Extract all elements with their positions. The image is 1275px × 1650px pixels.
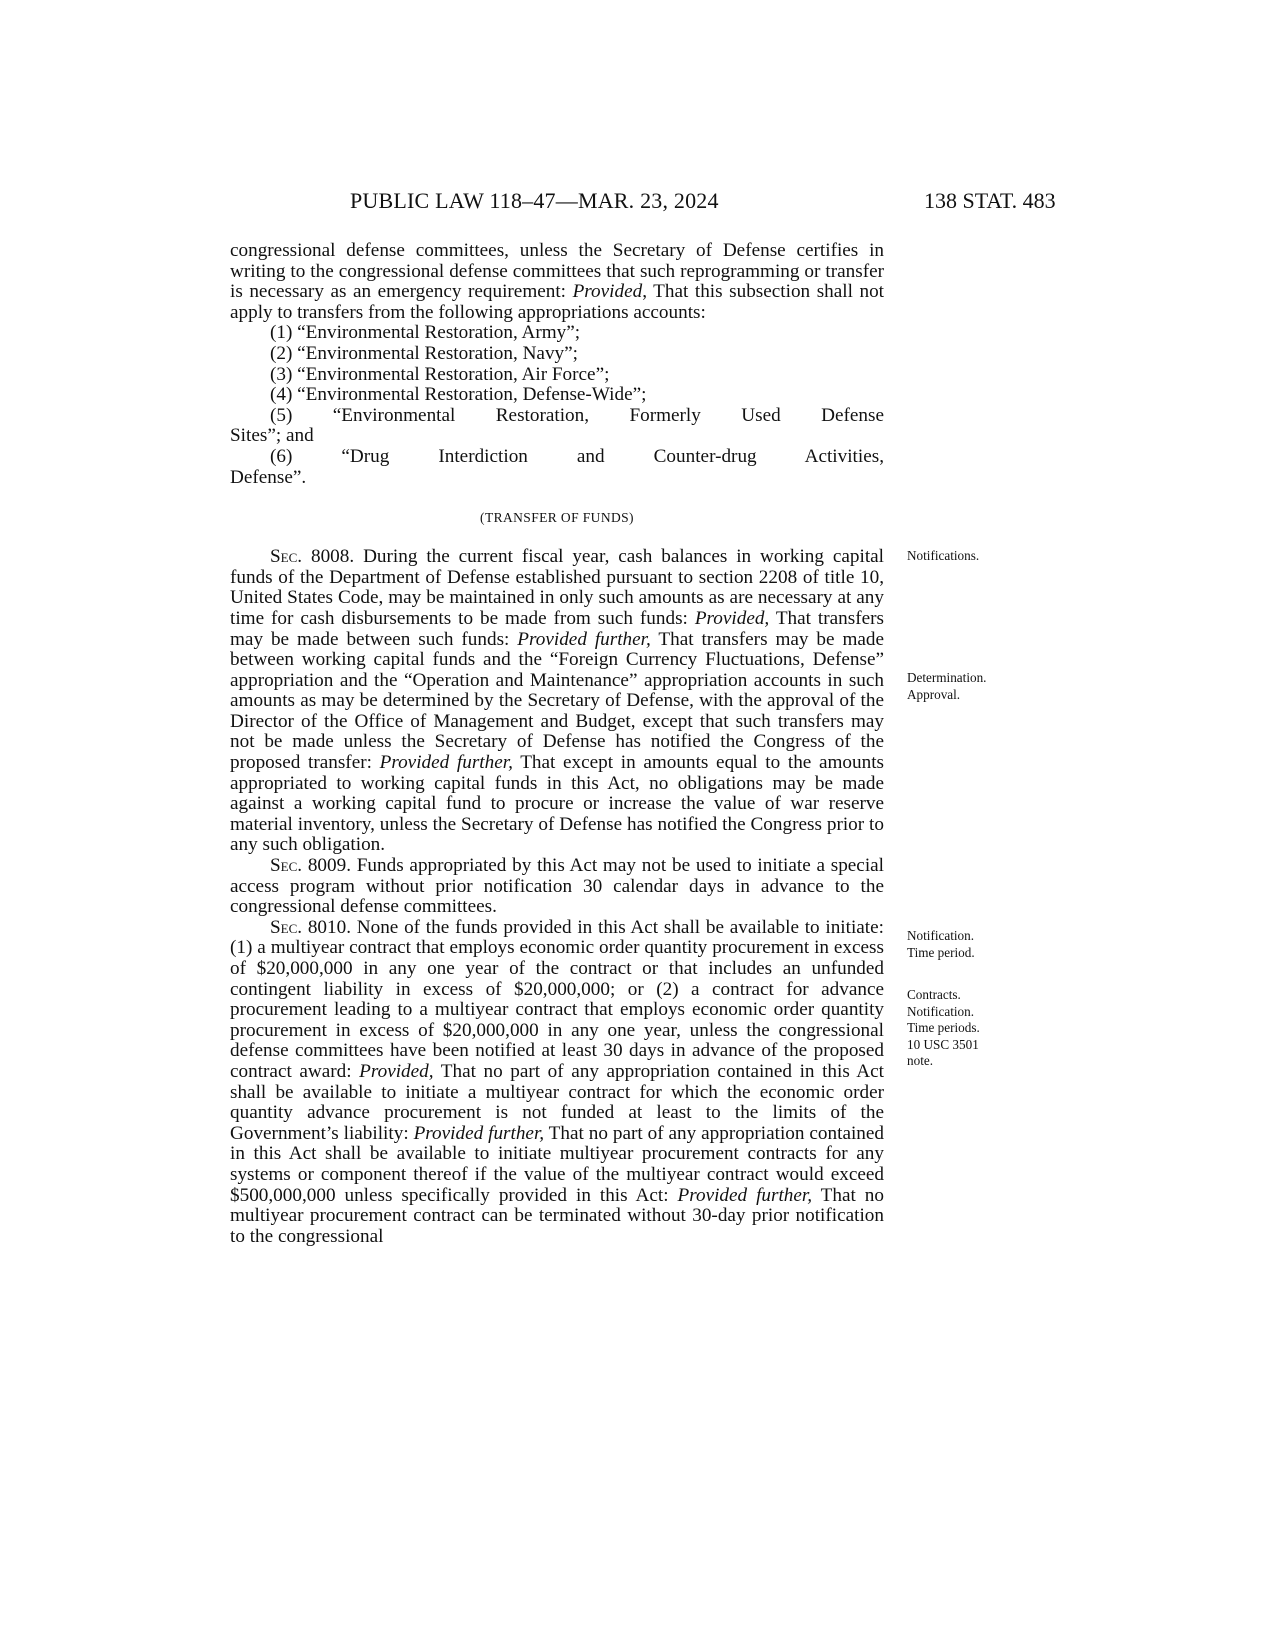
sec-label: Sec.	[270, 916, 303, 938]
account-item-4: (4) “Environmental Restoration, Defense-Wide”;	[270, 384, 647, 406]
sec-label: Sec.	[270, 855, 303, 877]
margin-note-line: Time periods.	[907, 1020, 980, 1035]
margin-note-line: 10 USC 3501	[907, 1036, 979, 1052]
sec-text: That except in amounts equal to the amounts appropriated to working capital funds in this Act, no obligations may be made against a working capital fund to procure or increase the value of war reserve material inventory, unless the Secretary of Defense has notified the Congress prior to any such obligation.	[230, 752, 884, 856]
margin-note-line: Contracts.	[907, 987, 961, 1002]
account-item-5-line2: Sites”; and	[230, 425, 314, 447]
body-text	[230, 241, 884, 1247]
account-item-6-line2: Defense”.	[230, 466, 307, 488]
sec-text: Funds appropriated by this Act may not be used to initiate a special access program without prior notification 30 calendar days in advance to the congressional defense committees.	[230, 855, 884, 918]
account-item-3: (3) “Environmental Restoration, Air Force”;	[270, 363, 610, 385]
margin-note-line: Notification.	[907, 1003, 975, 1019]
running-header-title: PUBLIC LAW 118–47—MAR. 23, 2024	[350, 188, 719, 213]
provided-italic: Provided further,	[413, 1122, 545, 1144]
provided-italic: Provided	[572, 281, 643, 303]
page-stat-number: 138 STAT. 483	[924, 188, 1056, 213]
sec-text: That no part of any appropriation contained in this Act shall be available to initiate a multiyear contract for which the economic order quantity advance procurement is not funded at least to the limits of the Government’s liability:	[230, 1060, 885, 1144]
sec-number: 8009.	[302, 855, 352, 877]
carryover-paragraph	[230, 241, 884, 323]
provided-italic: Provided further,	[517, 628, 651, 650]
section-8008	[230, 547, 884, 856]
account-item-2: (2) “Environmental Restoration, Navy”;	[270, 342, 578, 364]
section-8009	[230, 856, 884, 918]
sec-number: 8008.	[302, 546, 355, 568]
margin-note-line: Approval.	[907, 686, 961, 702]
sec-label: Sec.	[270, 546, 303, 568]
sec-text: That transfers may be made between working capital funds and the “Foreign Currency Fluctuations, Defense” appropriation and the “Operation and Maintenance” appropriation accounts in such amounts as may be determined by the Secretary of Defense, with the approval of the Director of the Office of Management and Budget, except that such transfers may not be made unless the Secretary of Defense has notified the Congress of the proposed transfer:	[230, 628, 884, 774]
sec-text: That no multiyear procurement contract can be terminated without 30-day prior notification to the congressional	[230, 1184, 884, 1247]
account-item-1: (1) “Environmental Restoration, Army”;	[270, 322, 581, 344]
provided-italic: Provided,	[359, 1060, 434, 1082]
carryover-text-cont: , That this subsection shall not apply to transfers from the following appropriations accounts:	[230, 281, 884, 323]
margin-note-notification-time	[907, 928, 1047, 961]
margin-note-contracts	[907, 987, 1047, 1070]
provided-italic: Provided,	[694, 607, 770, 629]
margin-note-line: note.	[907, 1053, 934, 1068]
margin-note-line: Determination.	[907, 670, 987, 685]
sec-text: That transfers may be made between such funds:	[230, 607, 884, 650]
margin-note-notifications	[907, 548, 1047, 565]
margin-note-line: Notifications.	[907, 548, 980, 563]
account-item-6-line1: (6) “Drug Interdiction and Counter-drug Activities,	[270, 445, 884, 467]
sec-text: During the current fiscal year, cash balances in working capital funds of the Department of Defense established pursuant to section 2208 of title 10, United States Code, may be maintained in only such amounts as are necessary at any time for cash disbursements to be made from such funds:	[230, 546, 885, 629]
sec-text: That no part of any appropriation contained in this Act shall be available to initiate multiyear procurement contracts for any systems or component thereof if the value of the multiyear contract would exceed $500,000,000 unless specifically provided in this Act:	[230, 1122, 884, 1206]
provided-italic: Provided further,	[379, 752, 513, 774]
account-item-5-line1: (5) “Environmental Restoration, Formerly Used Defense	[270, 404, 884, 426]
sec-text: None of the funds provided in this Act shall be available to initiate: (1) a multiyear contract that employs economic order quantity procurement in excess of $20,000,000 in any one year of the contract or that includes an unfunded contingent liability in excess of $20,000,000; or (2) a contract for advance procurement leading to a multiyear contract that employs economic order quantity procurement in excess of $20,000,000 in any one year, unless the congressional defense committees have been notified at least 30 days in advance of the proposed contract award:	[230, 916, 884, 1082]
section-8010	[230, 918, 884, 1248]
margin-note-line: Time period.	[907, 944, 975, 960]
carryover-text: congressional defense committees, unless the Secretary of Defense certifies in writing to the congressional defense committees that such reprogramming or transfer is necessary as an emergency requirement:	[230, 240, 884, 303]
section-heading: (TRANSFER OF FUNDS)	[480, 510, 634, 526]
provided-italic: Provided further,	[677, 1184, 813, 1206]
margin-note-line: Notification.	[907, 928, 975, 943]
sec-number: 8010.	[302, 916, 352, 938]
margin-note-determination	[907, 670, 1047, 703]
